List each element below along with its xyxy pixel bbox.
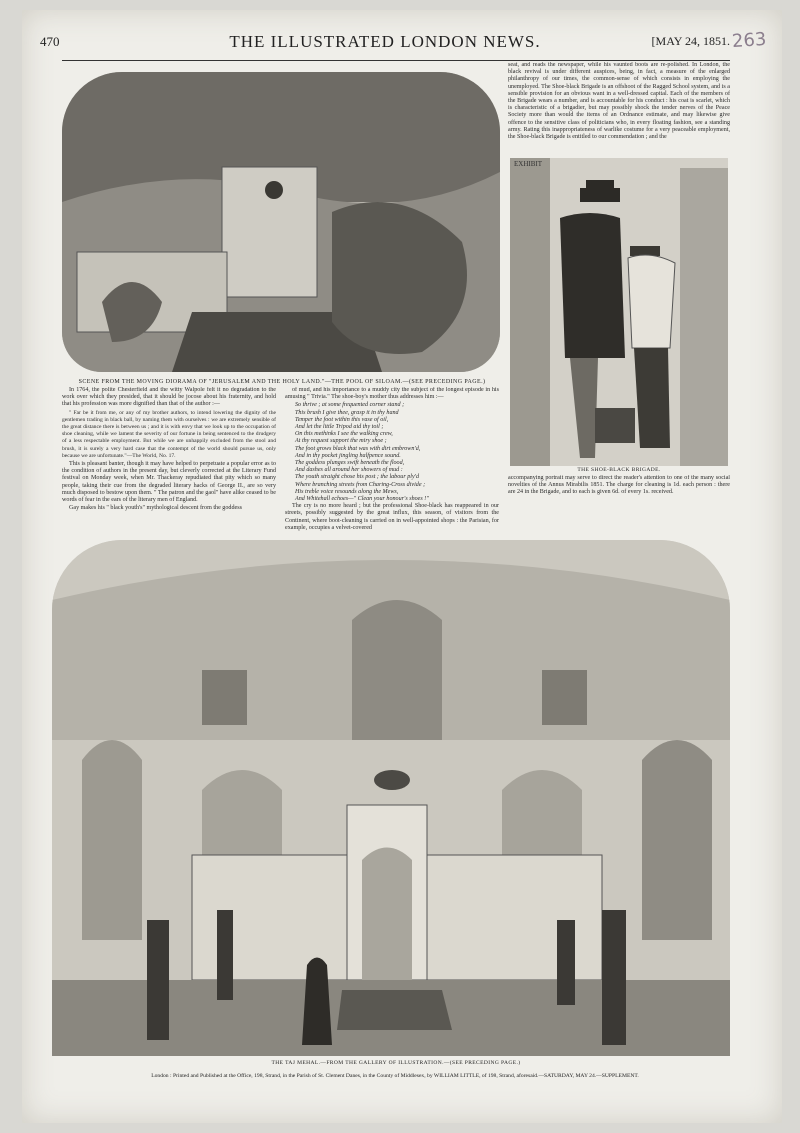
middle-column	[285, 387, 499, 565]
poem-line: This brush I give thee, grasp it in thy hand	[295, 409, 399, 416]
poem-line: His treble voice resounds along the Mews,	[295, 488, 399, 495]
shoe-black-brigade-engraving	[510, 158, 728, 466]
page-number: 470	[40, 34, 60, 49]
poem	[285, 402, 499, 503]
masthead	[40, 30, 730, 54]
paragraph: In 1764, the polite Chesterfield and the witty Walpole felt it no degradation to the work over which they presided, that it should be jocose about his fraternity, and hold that his profession was more dignified than that of the author :—	[62, 387, 276, 408]
issue-date: [MAY 24, 1851.	[651, 34, 730, 48]
exhibit-sign: EXHIBIT	[514, 160, 542, 168]
poem-line: So thrive ; at some frequented corner stand ;	[295, 402, 405, 409]
brigade-caption: THE SHOE-BLACK BRIGADE.	[577, 467, 661, 473]
quotation: " Far be it from me, or any of my brother authors, to intend lowering the dignity of the gentlemen trading in black ball, by naming them with ourselves : we are extremely sensible of the great distance there is between us ; and it is with envy that we look up to the occupation of shoe cleaning, while we lament the severity of our fortune in being sentenced to the drudgery of a less respectable employment. But while we are unhappily excluded from the stool and brush, it is surely a very hard case that the contempt of the world should pursue us, only because we are unfortunate."—The World, No. 17.	[62, 409, 276, 459]
poem-line: And Whitehall echoes—" Clean your honour's shoes !"	[295, 496, 429, 503]
pool-caption: SCENE FROM THE MOVING DIORAMA OF "JERUSALEM AND THE HOLY LAND."—THE POOL OF SILOAM.—(SEE PRECEDING PAGE.)	[78, 379, 486, 385]
poem-line: On this methinks I see the walking crew,	[295, 431, 393, 438]
masthead-rule	[62, 60, 730, 61]
imprint-footer: London : Printed and Published at the Office, 198, Strand, in the Parish of St. Clement Danes, in the County of Middlesex, by WILLIAM LITTLE, of 198, Strand, aforesaid.—SATURDAY, MAY 24.—SUPPLEMENT.	[151, 1073, 639, 1079]
paragraph: Gay makes his " black youth's" mythological descent from the goddess	[69, 505, 242, 512]
poem-line: The foot grows black that was with dirt embrown'd,	[295, 445, 421, 452]
poem-line: Temper the foot within this vase of oil,	[295, 416, 389, 423]
paragraph: of mud, and his importance to a muddy city the subject of the longest episode in his amusing " Trivia." The shoe-boy's mother thus addresses him :—	[285, 387, 499, 401]
poem-line: At thy request support the miry shoe ;	[295, 438, 387, 445]
right-column-bottom	[508, 475, 730, 515]
paragraph: This is pleasant banter, though it may have helped to perpetuate a popular error as to the condition of authors in the present day, but cleverly corrected at the Literary Fund festival on Monday week, when Mr. Thackeray repudiated that pity which so many people, taking their cue from the degraded literary hacks of George II., are so very much disposed to bestow upon them. " The patron and the gaol" have alike ceased to be words of fear in the ears of the literary men of England.	[62, 461, 276, 504]
handwritten-annotation: 263	[731, 28, 768, 53]
publication-title: THE ILLUSTRATED LONDON NEWS.	[229, 32, 541, 51]
poem-line: And let the little Tripod aid thy toil ;	[295, 424, 384, 431]
taj-mehal-engraving	[52, 540, 730, 1056]
right-column-top	[508, 62, 730, 154]
poem-line: Where branching streets from Charing-Cross divide ;	[295, 481, 426, 488]
paragraph: seat, and reads the newspaper, while his vaunted boots are re-polished. In London, the black revival is under different auspices, being, in fact, a measure of the enlarged philanthropy of our times, the common-sense of which consists in employing the unemployed. The Shoe-black Brigade is an offshoot of the Ragged School system, and is a sensible provision for an obvious want in a well-dressed capital. Each of the members of the Brigade wears a number, and is accountable for his conduct : his coat is scarlet, which is characteristic of a brigadier, but may possibly shock the tender nerves of the Peace Society more than would the items of an Ordnance estimate, and may likewise give offence to the sensitive class of politicians who, in every floating fashion, see a standing army. Rating this inappropriateness of warlike costume for a very peaceable employment, the Shoe-black Brigade is entitled to our commendation ; and the	[508, 62, 730, 141]
taj-caption: THE TAJ MEHAL.—FROM THE GALLERY OF ILLUSTRATION.—(SEE PRECEDING PAGE.)	[271, 1060, 521, 1066]
poem-line: And dashes all around her showers of mud :	[295, 467, 403, 474]
poem-line: And in thy pocket jingling halfpence sound.	[295, 452, 401, 459]
poem-line: The youth straight chose his post ; the labour ply'd	[295, 474, 420, 481]
paragraph: accompanying portrait may serve to direct the reader's attention to one of the many social novelties of the Annus Mirabilis 1851. The charge for cleaning is 1d. each person : there are 24 in the Brigade, and to each is given 6d. of every 1s. received.	[508, 475, 730, 496]
paragraph: The cry is no more heard ; but the professional Shoe-black has reappeared in our streets, possibly suggested by the great influx, this season, of visitors from the Continent, where boot-cleaning is carried on in well-appointed shops : the Parisian, for example, occupies a velvet-covered	[285, 503, 499, 531]
poem-line: The goddess plunges swift beneath the flood,	[295, 460, 405, 467]
pool-of-siloam-engraving	[62, 72, 500, 372]
left-column	[62, 387, 276, 565]
